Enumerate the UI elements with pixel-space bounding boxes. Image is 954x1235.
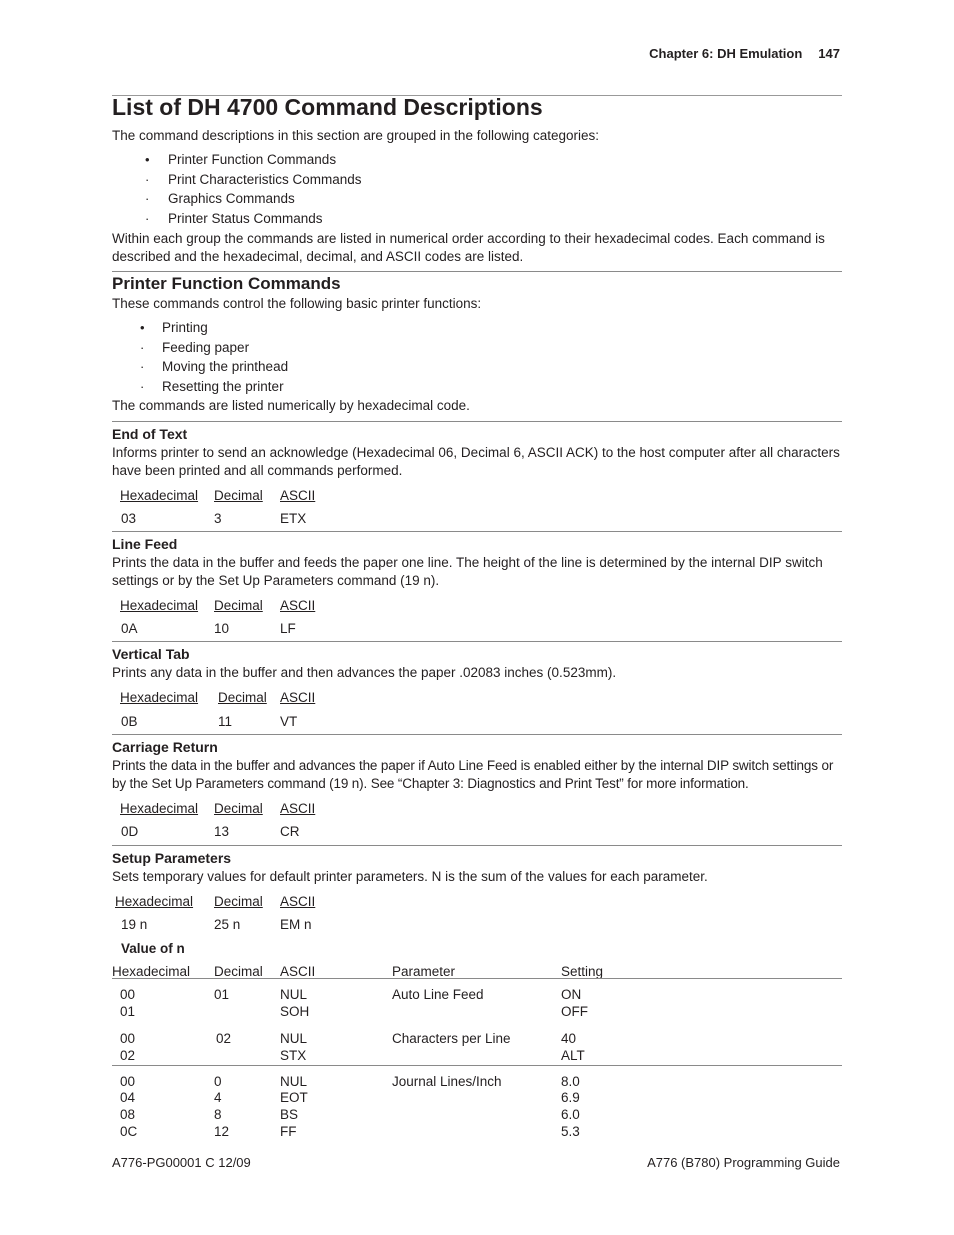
command-name: Line Feed — [112, 536, 178, 552]
vn-header-hex: Hexadecimal — [112, 964, 191, 979]
code-ascii: VT — [280, 714, 298, 729]
command-description: Prints any data in the buffer and then advances the paper .02083 inches (0.523mm). — [112, 665, 617, 680]
col-header-ascii: ASCII — [280, 894, 316, 909]
vn-cell: 00 — [120, 1031, 136, 1046]
col-header-hex: Hexadecimal — [120, 690, 199, 705]
category-item: Printer Function Commands — [168, 152, 337, 167]
vn-cell: NUL — [280, 987, 308, 1002]
bullet: · — [145, 172, 150, 187]
vn-cell: 04 — [120, 1090, 136, 1105]
bullet: · — [140, 379, 145, 394]
vn-cell: 01 — [214, 987, 230, 1002]
value-of-n-label: Value of n — [121, 941, 185, 956]
page-title: List of DH 4700 Command Descriptions — [112, 94, 543, 120]
vn-cell: BS — [280, 1107, 299, 1122]
vn-cell: 01 — [120, 1004, 136, 1019]
bullet: • — [140, 320, 145, 335]
bullet: · — [145, 191, 150, 206]
code-dec: 10 — [214, 621, 230, 636]
col-header-dec: Decimal — [214, 598, 263, 613]
vn-cell: ALT — [561, 1048, 585, 1063]
code-hex: 0A — [121, 621, 138, 636]
command-description: Informs printer to send an acknowledge (Hexadecimal 06, Decimal 6, ASCII ACK) to the host computer after all characters have been printed and all commands performed. — [112, 445, 840, 478]
code-ascii: LF — [280, 621, 296, 636]
section-rule — [112, 421, 842, 422]
category-item: Printer Status Commands — [168, 211, 323, 226]
vn-cell: NUL — [280, 1031, 308, 1046]
function-item: Printing — [162, 320, 208, 335]
chapter-label: Chapter 6: DH Emulation — [649, 46, 803, 61]
vn-cell: Auto Line Feed — [392, 987, 484, 1002]
category-item: Graphics Commands — [168, 191, 295, 206]
bullet: · — [145, 211, 150, 226]
code-ascii: CR — [280, 824, 300, 839]
col-header-dec: Decimal — [218, 690, 267, 705]
vn-cell: STX — [280, 1048, 307, 1063]
command-name: Vertical Tab — [112, 646, 190, 662]
vn-cell: 5.3 — [561, 1124, 580, 1139]
code-dec: 25 n — [214, 917, 241, 932]
table-rule — [112, 1065, 842, 1066]
within-group-text: Within each group the commands are listed in numerical order according to their hexadecimal codes. Each command is described and the hexadecimal, decimal, and ASCII codes are listed. — [112, 231, 825, 264]
vn-cell: 8.0 — [561, 1074, 580, 1089]
bullet: • — [145, 152, 150, 167]
vn-cell: 40 — [561, 1031, 577, 1046]
col-header-ascii: ASCII — [280, 598, 316, 613]
section-heading: Printer Function Commands — [112, 274, 341, 293]
listed-text: The commands are listed numerically by hexadecimal code. — [112, 398, 470, 413]
vn-cell: 4 — [214, 1090, 222, 1105]
code-dec: 3 — [214, 511, 222, 526]
code-ascii: EM n — [280, 917, 312, 932]
category-item: Print Characteristics Commands — [168, 172, 362, 187]
vn-cell: 6.9 — [561, 1090, 580, 1105]
vn-cell: 00 — [120, 1074, 136, 1089]
vn-cell: Characters per Line — [392, 1031, 511, 1046]
command-description: Prints the data in the buffer and feeds the paper one line. The height of the line is determined by the internal DIP switch settings or by the Set Up Parameters command (19 n). — [112, 555, 823, 588]
page-number: 147 — [818, 46, 840, 61]
col-header-hex: Hexadecimal — [115, 894, 194, 909]
code-hex: 03 — [121, 511, 137, 526]
col-header-ascii: ASCII — [280, 488, 316, 503]
running-header — [633, 46, 840, 61]
vn-cell: 8 — [214, 1107, 222, 1122]
vn-cell: NUL — [280, 1074, 308, 1089]
vn-cell: ON — [561, 987, 582, 1002]
function-item: Moving the printhead — [162, 359, 289, 374]
code-hex: 19 n — [121, 917, 148, 932]
col-header-hex: Hexadecimal — [120, 801, 199, 816]
bullet: · — [140, 359, 145, 374]
vn-cell: 0C — [120, 1124, 138, 1139]
vn-cell: 02 — [216, 1031, 232, 1046]
vn-cell: 00 — [120, 987, 136, 1002]
footer-guide-title: A776 (B780) Programming Guide — [647, 1155, 840, 1170]
section-rule — [112, 271, 842, 272]
function-item: Feeding paper — [162, 340, 250, 355]
table-rule — [112, 978, 842, 979]
col-header-dec: Decimal — [214, 488, 263, 503]
command-rule — [112, 641, 842, 642]
col-header-ascii: ASCII — [280, 690, 316, 705]
vn-cell: 12 — [214, 1124, 230, 1139]
section-intro: These commands control the following basic printer functions: — [112, 296, 482, 311]
command-name: Carriage Return — [112, 739, 218, 755]
code-ascii: ETX — [280, 511, 307, 526]
code-dec: 13 — [214, 824, 230, 839]
vn-cell: OFF — [561, 1004, 588, 1019]
col-header-hex: Hexadecimal — [120, 598, 199, 613]
vn-header-dec: Decimal — [214, 964, 263, 979]
command-description: Prints the data in the buffer and advances the paper if Auto Line Feed is enabled either by the internal DIP switch settings or by the Set Up Parameters command (19 n). See “Chapter 3: Diagnostics and Print Test” for more information. — [112, 758, 834, 791]
code-hex: 0D — [121, 824, 139, 839]
vn-cell: Journal Lines/Inch — [392, 1074, 502, 1089]
command-description: Sets temporary values for default printer parameters. N is the sum of the values for each parameter. — [112, 869, 708, 884]
code-dec: 11 — [218, 714, 233, 729]
vn-cell: FF — [280, 1124, 297, 1139]
command-name: Setup Parameters — [112, 850, 232, 866]
vn-header-ascii: ASCII — [280, 964, 316, 979]
vn-header-parameter: Parameter — [392, 964, 456, 979]
vn-header-setting: Setting — [561, 964, 604, 979]
vn-cell: EOT — [280, 1090, 308, 1105]
vn-cell: 0 — [214, 1074, 222, 1089]
vn-cell: 02 — [120, 1048, 136, 1063]
code-hex: 0B — [121, 714, 138, 729]
intro-text: The command descriptions in this section are grouped in the following categories: — [112, 128, 600, 143]
function-item: Resetting the printer — [162, 379, 284, 394]
command-rule — [112, 531, 842, 532]
footer-doc-id: A776-PG00001 C 12/09 — [112, 1155, 251, 1170]
col-header-dec: Decimal — [214, 894, 263, 909]
command-name: End of Text — [112, 426, 188, 442]
col-header-ascii: ASCII — [280, 801, 316, 816]
bullet: · — [140, 340, 145, 355]
command-rule — [112, 845, 842, 846]
vn-cell: SOH — [280, 1004, 310, 1019]
command-rule — [112, 734, 842, 735]
col-header-hex: Hexadecimal — [120, 488, 199, 503]
vn-cell: 6.0 — [561, 1107, 580, 1122]
col-header-dec: Decimal — [214, 801, 263, 816]
vn-cell: 08 — [120, 1107, 136, 1122]
